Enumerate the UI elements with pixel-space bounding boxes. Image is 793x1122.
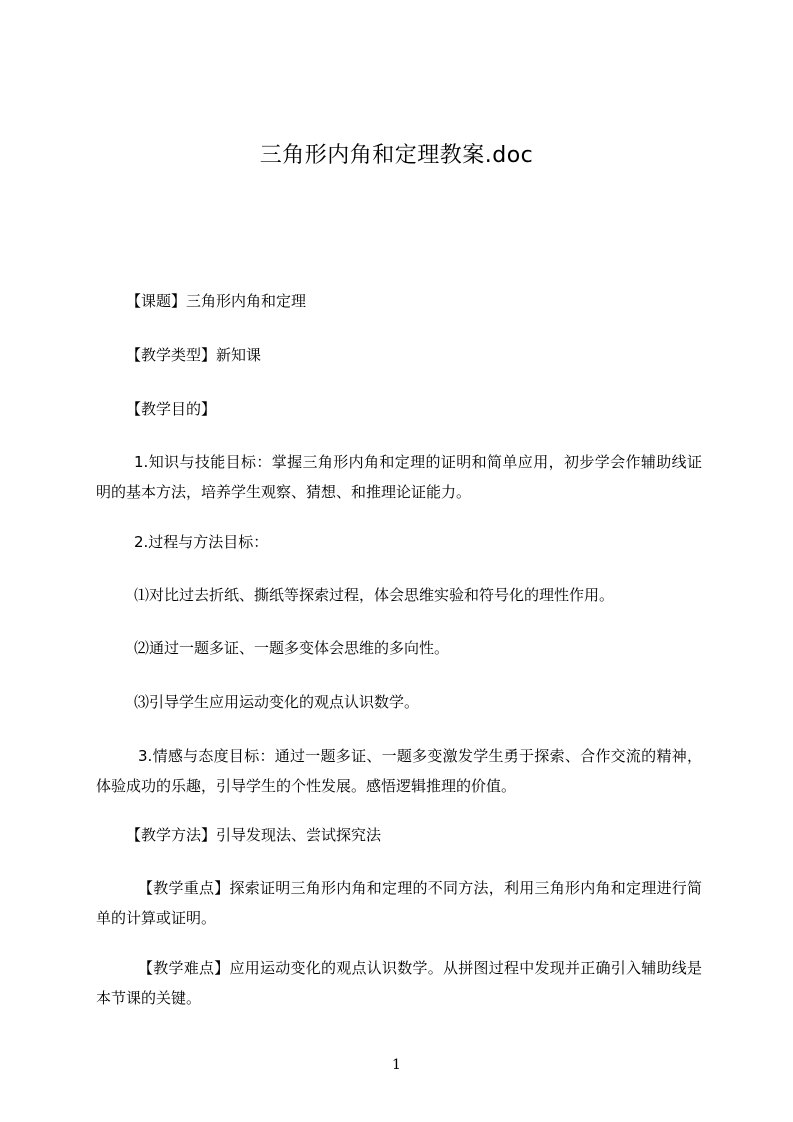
page-number: 1 — [392, 1057, 401, 1073]
paragraph-teaching-method: 【教学方法】引导发现法、尝试探究法 — [126, 826, 382, 844]
paragraph-teaching-goals-heading: 【教学目的】 — [126, 400, 217, 418]
paragraph-goal-knowledge-skills: 1.知识与技能目标：掌握三角形内角和定理的证明和简单应用，初步学会作辅助线证明的基本方法，培养学生观察、猜想、和推理论证能力。 — [96, 453, 702, 501]
paragraph-teaching-focus: 【教学重点】探索证明三角形内角和定理的不同方法，利用三角形内角和定理进行简单的计算或证明。 — [96, 879, 702, 927]
paragraph-goal-emotion-attitude: 3.情感与态度目标：通过一题多证、一题多变激发学生勇于探索、合作交流的精神，体验成功的乐趣，引导学生的个性发展。感悟逻辑推理的价值。 — [96, 747, 702, 795]
paragraph-teaching-type: 【教学类型】新知课 — [126, 346, 262, 364]
paragraph-goal-process-method: 2.过程与方法目标： — [134, 533, 269, 551]
document-title: 三角形内角和定理教案.doc — [259, 143, 534, 168]
paragraph-teaching-difficulty: 【教学难点】应用运动变化的观点认识数学。从拼图过程中发现并正确引入辅助线是本节课的关键。 — [96, 959, 702, 1007]
paragraph-subgoal-3: ⑶引导学生应用运动变化的观点认识数学。 — [134, 693, 420, 711]
paragraph-subgoal-1: ⑴对比过去折纸、撕纸等探索过程，体会思维实验和符号化的理性作用。 — [134, 586, 615, 604]
paragraph-topic: 【课题】三角形内角和定理 — [126, 292, 307, 310]
paragraph-subgoal-2: ⑵通过一题多证、一题多变体会思维的多向性。 — [134, 639, 450, 657]
